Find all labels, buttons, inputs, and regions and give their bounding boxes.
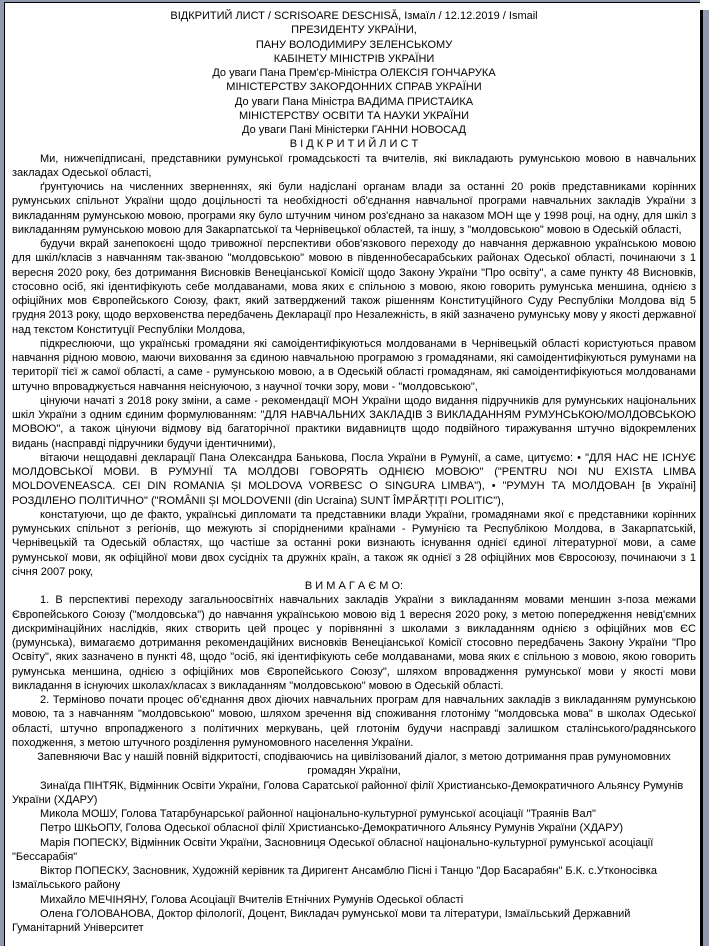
- closing-paragraph: Запевняючи Вас у нашій повній відкритості, сподіваючись на цивілізований діалог, з метою дотримання прав румуномовних громадян України,: [37, 751, 671, 778]
- letter-title: В І Д К Р И Т И Й Л И С Т: [289, 138, 419, 151]
- letter-header: [12, 9, 696, 152]
- preamble-paragraph: вітаючи нещодавні декларації Пана Олександра Банькова, Посла України в Румунії, а саме, цитуємо: • "ДЛЯ НАС НЕ ІСНУЄ МОЛДОВСЬКОЇ МОВИ. В РУМУНІЇ ТА МОЛДОВІ ГОВОРЯТЬ ОДНІЄЮ МОВОЮ" ("PENTRU NOI NU EXISTA LIMBA MOLDOVENEASCA. CEI DIN ROMANIA ȘI MOLDOVA VORBESC O SINGURA LIMBA"), • "РУМУН ТА МОЛДОВАН [в Україні] РОЗДІЛЕНО ПОЛІТИЧНО" ("ROMÂNII ȘI MOLDOVENII (din Ucraina) SUNT ÎMPĂRȚIȚI POLITIC"),: [12, 451, 696, 507]
- preamble-paragraph: ґрунтуючись на численних зверненнях, які були надіслані органам влади за останні 20 років представниками корінних румунських спільнот України щодо доцільності та необхідності об'єднання навчальної програми навчальних закладів України з викладанням румунською мовою, програми яку було штучним чином роз'єднано за наказом МОН ще у 1998 році, на одну, для шкіл з викладанням румунською мовою для Закарпатської та Чернівецької областей, та іншу, з "молдовською" мовою в Одеській області,: [12, 181, 696, 236]
- signature-line: Марія ПОПЕСКУ, Відмінник Освіти України, Засновниця Одеської обласної національно-культурної румунської асоціації "Бессарабія": [12, 836, 654, 863]
- signature-line: Микола МОШУ, Голова Татарбунарської районної національно-культурної румунської асоціації "Траянів Вал": [40, 808, 596, 820]
- demand-paragraph: 1. В перспективі переходу загальноосвітніх навчальних закладів України з викладанням мовами меншин з-поза межами Європейського Союзу ("молдовська") до навчання українською мовою від 1 вересня 2020 року, з метою попередження невід'ємних дискримінаційних наслідків, яких створить цей процес у порівнянні з школами з викладанням однією з офіційних мов ЄС (румунська), вимагаємо дотримання рекомендаційних висновків Венеціанської Комісії стосовно передбачень Закону України "Про Освіту", яких зазначено в пункті 48, щодо "осіб, які ідентифікують себе молдаванами, мова яких є спільною з мовою, якою говорить румунська меншина, однією з офіційних мов Європейського Союзу", шляхом впровадження румунської мови у якості мови викладання в існуючих школах/класах з викладанням "молдовською" мовою в Одеській області.: [12, 594, 696, 692]
- addressee-president-office: ПРЕЗИДЕНТУ УКРАЇНИ,: [291, 24, 417, 37]
- preamble-paragraph: констатуючи, що де факто, українські дипломати та представники влади України, громадянами якої є представники корінних румунських спільнот з регіонів, що межують зі спорідненими країнами - Румунією та Республікою Молдова, в Закарпатській, Чернівецькій та Одеській областях, що частіше за останні роки визнають існування однієї єдиної літературної мови, а саме румунської мови, як офіційної мови двох сусідніх та дружніх країн, а також як однієї з 28 офіційних мов Євросоюзу, починаючи з 1 січня 2007 року,: [12, 508, 696, 578]
- addressee-education-minister: До уваги Пані Міністерки ГАННИ НОВОСАД: [242, 124, 466, 136]
- letter-page: [4, 2, 703, 946]
- preamble-paragraph: підкреслюючи, що українські громадяни які самоідентифікуються молдованами в Чернівецькій області користуються правом навчання рідною мовою, маючи виховання за єдиною навчальною програмою з громадянами, які самоідентифікуються румунами на території тієї ж самої області, а саме - румунською мовою, а в Одеській області громадянам, які самоідентифікуються молдованами штучно впроваджується навчання неіснуючою, з научної точки зору, мови - "молдовською",: [12, 337, 696, 393]
- demands-heading: В И М А Г А Є М О:: [304, 580, 404, 592]
- signature-line: Олена ГОЛОВАНОВА, Доктор філології, Доцент, Викладач румунської мови та літератури, Ізмаїльський Державний Гуманітарний Університет: [12, 907, 631, 934]
- letter-dateline: ВІДКРИТИЙ ЛИСТ / SCRISOARE DESCHISĂ, Ізмаїл / 12.12.2019 / Ismail: [170, 10, 538, 22]
- demand-paragraph: 2. Терміново почати процес об'єднання двох діючих навчальних програм для навчальних закладів з викладанням румунською мовою, та з навчанням "молдовською" мовою, шляхом зречення від споживання глотоніму "молдовська мова" в школах Одеської області, штучно впропадженого з політичних меркувань, цей глотонім будучи насправді залишком сталінського/радянського походження, з метою штучного розділення румуномовного населення України.: [12, 694, 696, 749]
- signature-line: Віктор ПОПЕСКУ, Засновник, Художній керівник та Диригент Ансамблю Пісні і Танцю "Дор Басарабян" Б.К. с.Утконосівка Ізмаїльського району: [12, 865, 657, 892]
- signature-line: Петро ШКЬОПУ, Голова Одеської обласної філії Христиансько-Демократичного Альянсу Румунів України (ХДАРУ): [40, 822, 624, 835]
- addressee-president-name: ПАНУ ВОЛОДИМИРУ ЗЕЛЕНСЬКОМУ: [255, 38, 453, 51]
- addressee-foreign-ministry: МІНІСТЕРСТВУ ЗАКОРДОННИХ СПРАВ УКРАЇНИ: [226, 81, 482, 94]
- addressee-foreign-minister: До уваги Пана Міністра ВАДИМА ПРИСТАИКА: [234, 95, 474, 108]
- signature-line: Зинаїда ПІНТЯК, Відмінник Освіти України, Голова Саратської районної філії Христиансько-Демократичного Альянсу Румунів України (ХДАРУ): [12, 779, 684, 806]
- addressee-prime-minister: До уваги Пана Прем'єр-Міністра ОЛЕКСІЯ ГОНЧАРУКА: [212, 67, 496, 79]
- preamble-paragraph: цінуючи начаті з 2018 року зміни, а саме - рекомендації МОН України щодо видання підручників для румунських національних шкіл України з одним єдиним формулюванням: "ДЛЯ НАВЧАЛЬНИХ ЗАКЛАДІВ З ВИКЛАДАННЯМ РУМУНСЬКОЮ/МОЛДОВСЬКОЮ МОВОЮ", а також цінуючи відмову від багаторічної практики видавництв щодо подвійного тиражування штучно відокремлених видань (насправді підручники будучи ідентичними),: [12, 394, 696, 450]
- addressee-education-ministry: МІНІСТЕРСТВУ ОСВІТИ ТА НАУКИ УКРАЇНИ: [238, 109, 470, 122]
- letter-body: [12, 152, 696, 936]
- page-corner-notch: [700, 0, 709, 10]
- preamble-paragraph: Ми, нижчепідписані, представники румунської громадськості та вчителів, які викладають румунською мовою в навчальних закладах Одеської області,: [12, 152, 696, 179]
- preamble-paragraph: будучи вкрай занепокоєні щодо тривожної перспективи обов'язкового переходу до навчання державною українською мовою для шкіл/класів з навчанням так-званою "молдовською" мовою в південнобесарабських районах Одеської області, починаючи з 1 вересня 2020 року, без дотримання Висновків Венеціанської Комісії щодо Закону України "Про освіту", а саме пункту 48 Висновків, стосовно осіб, які ідентифікують себе молдаванами, мова яких є спільною з мовою, якою говорить румунська меншина, однією з офіційних мов Європейського Союзу, факт, який затверджений також рішенням Конституційного Суду Республіки Молдова від 5 грудня 2013 року, щодо верховенства передбачень Декларації про Незалежність, в якій зазначено румунську мову у якості державної над текстом Конституції Республіки Молдова,: [12, 238, 696, 336]
- signature-line: Михайло МЕЧІНЯНУ, Голова Асоціації Вчителів Етнічних Румунів Одеської області: [40, 893, 464, 906]
- addressee-cabinet: КАБІНЕТУ МІНІСТРІВ УКРАЇНИ: [273, 52, 435, 65]
